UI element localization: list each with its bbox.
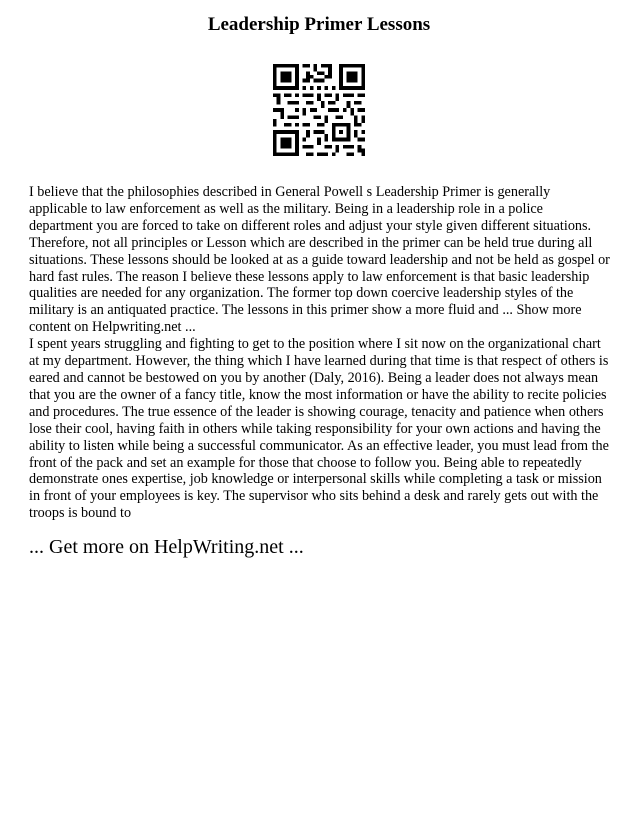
body-paragraph: I believe that the philosophies described in General Powell s Leadership Primer is generally applicable to law enforcement as well as the military. Being in a leadership role in a police department you are forced to take on different roles and adjust your style given different situations. Therefore, not all principles or Lesson which are described in the primer can be held true during all situations. These lessons should be looked at as a guide toward leadership and not be held as gospel or hard fast rules. The reason I believe these lessons apply to law enforcement is that basic leadership qualities are needed for any organization. The former top down coercive leadership styles of the military is an antiquated practice. The lessons in this primer show a more fluid and ... Show more content on Helpwriting.net ... bbox=[29, 184, 610, 336]
article-body bbox=[29, 184, 610, 522]
get-more-link[interactable]: ... Get more on HelpWriting.net ... bbox=[29, 536, 304, 558]
body-paragraph: I spent years struggling and fighting to get to the position where I sit now on the organizational chart at my department. However, the thing which I have learned during that time is that respect of others is eared and cannot be bestowed on you by another (Daly, 2016). Being a leader does not always mean that you are the owner of a fancy title, know the most information or have the ability to recite policies and procedures. The true essence of the leader is showing courage, tenacity and patience when others lose their cool, having faith in others while taking responsibility for your own actions and having the ability to listen while being a successful communicator. As an effective leader, you must lead from the front of the pack and set an example for those that choose to follow you. Being able to repeatedly demonstrate ones expertise, job knowledge or interpersonal skills while completing a task or mission in front of your employees is key. The supervisor who sits behind a desk and rarely gets out with the troops is bound to bbox=[29, 336, 609, 522]
qr-code-icon bbox=[273, 64, 365, 156]
page-title: Leadership Primer Lessons bbox=[207, 14, 431, 35]
